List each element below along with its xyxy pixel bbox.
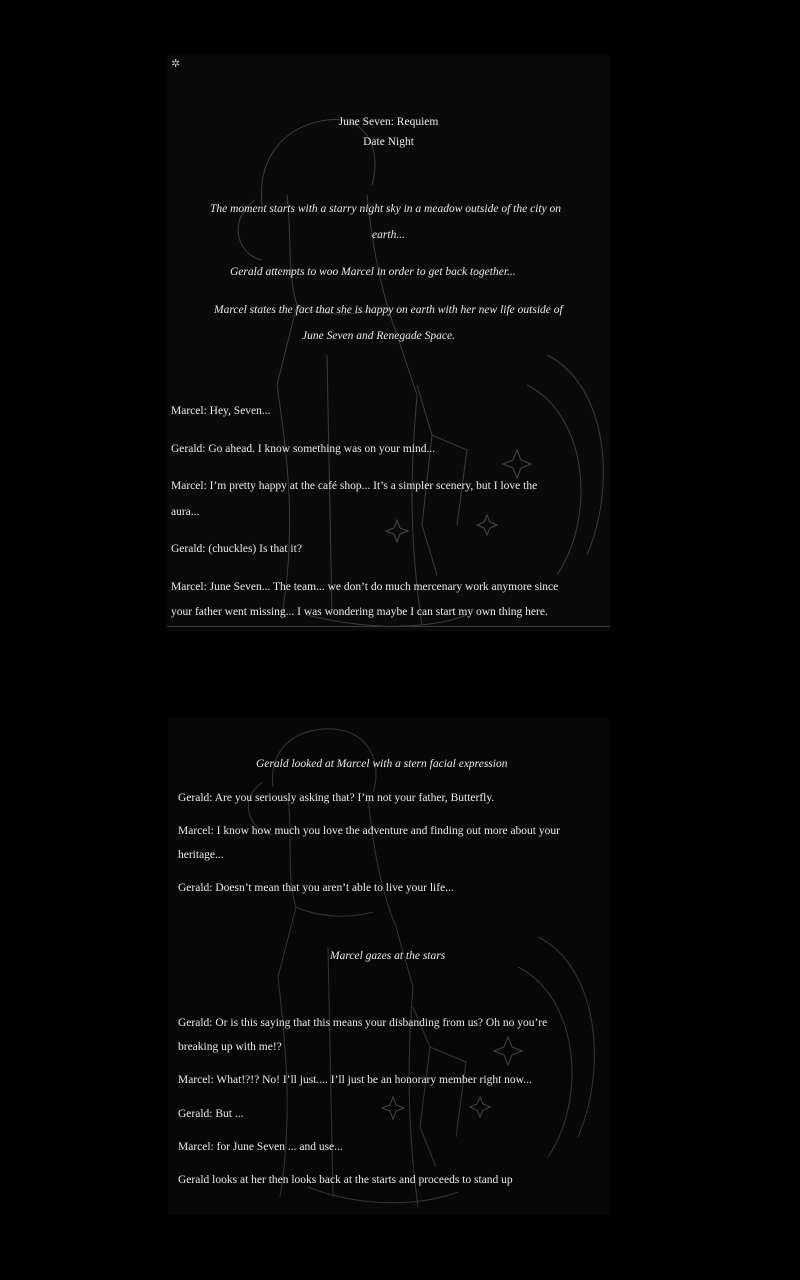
narration-line: Marcel gazes at the stars <box>330 950 446 962</box>
dialogue-line: Gerald: Go ahead. I know something was on your mind... <box>171 443 436 455</box>
script-title: June Seven: Requiem <box>338 116 439 128</box>
corner-mark-icon: ✲ <box>171 58 181 70</box>
dialogue-line: Marcel: June Seven... The team... we don’t do much mercenary work anymore since <box>171 581 559 593</box>
narration-line: Marcel states the fact that she is happy on earth with her new life outside of <box>214 304 563 316</box>
dialogue-line: Marcel: for June Seven ... and use... <box>178 1141 343 1153</box>
narration-line: earth... <box>372 229 405 241</box>
dialogue-line: Marcel: I know how much you love the adventure and finding out more about your <box>178 825 560 837</box>
dialogue-line: Gerald: But ... <box>178 1108 244 1120</box>
script-page-1 <box>167 55 610 631</box>
page-edge <box>167 626 610 627</box>
narration-line: Gerald attempts to woo Marcel in order to get back together... <box>230 266 516 278</box>
narration-line: The moment starts with a starry night sky in a meadow outside of the city on <box>210 203 562 215</box>
dialogue-line: Marcel: Hey, Seven... <box>171 405 271 417</box>
dialogue-line: Gerald: (chuckles) Is that it? <box>171 543 302 555</box>
dialogue-line: Gerald: Or is this saying that this means your disbanding from us? Oh no you’re <box>178 1017 548 1029</box>
script-page-2 <box>168 717 609 1215</box>
dialogue-line: Gerald: Doesn’t mean that you aren’t able to live your life... <box>178 882 454 894</box>
narration-line: June Seven and Renegade Space. <box>302 330 455 342</box>
dialogue-line: Marcel: What!?!? No! I’ll just.... I’ll just be an honorary member right now... <box>178 1074 532 1086</box>
dialogue-line: aura... <box>171 506 200 518</box>
dialogue-line: breaking up with me!? <box>178 1041 282 1053</box>
dialogue-line: Marcel: I’m pretty happy at the café shop... It’s a simpler scenery, but I love the <box>171 480 538 492</box>
dialogue-line: your father went missing... I was wondering maybe I can start my own thing here. <box>171 606 548 618</box>
script-subtitle: Date Night <box>363 136 414 148</box>
narration-line: Gerald looked at Marcel with a stern facial expression <box>256 758 508 770</box>
dialogue-line: Gerald: Are you seriously asking that? I’m not your father, Butterfly. <box>178 792 495 804</box>
dialogue-line: Gerald looks at her then looks back at the starts and proceeds to stand up <box>178 1174 513 1186</box>
dialogue-line: heritage... <box>178 849 224 861</box>
